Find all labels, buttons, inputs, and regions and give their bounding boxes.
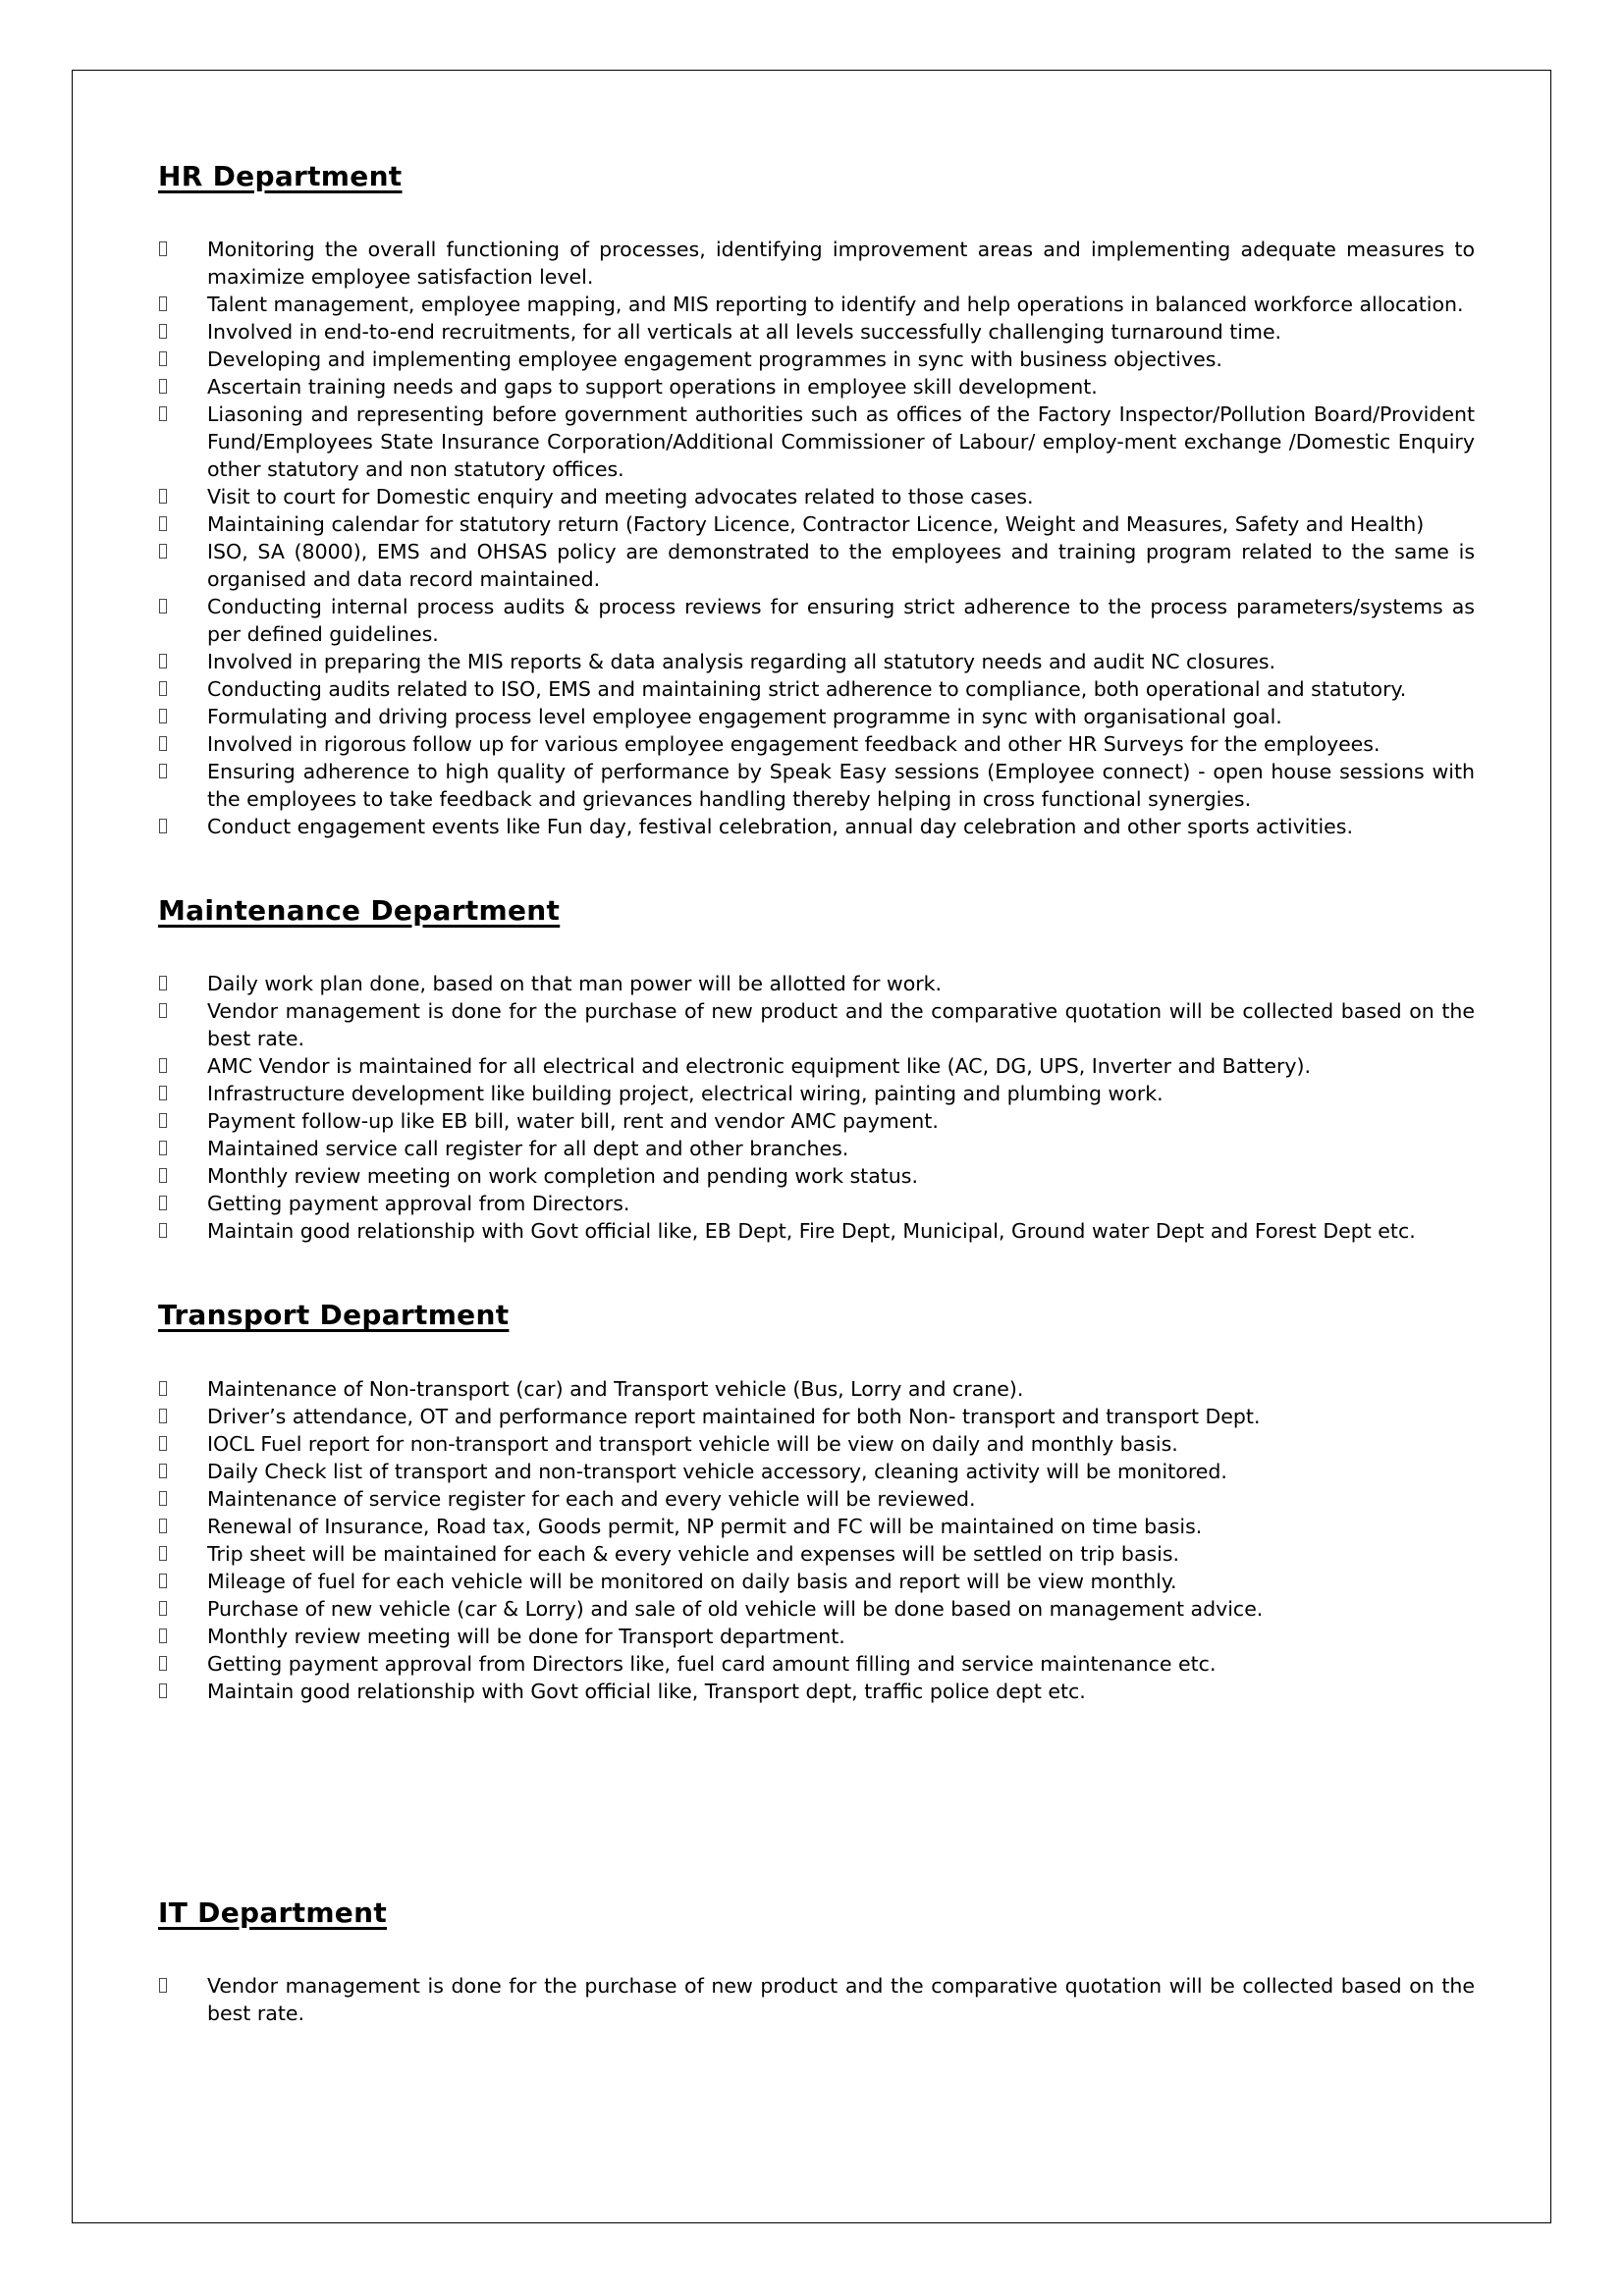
list-item-text: Maintenance of Non-transport (car) and Transport vehicle (Bus, Lorry and crane). [207, 1376, 1024, 1401]
list-item-text: Driver’s attendance, OT and performance report maintained for both Non- transport and transport Dept. [207, 1404, 1261, 1428]
bullet-icon [159, 1141, 167, 1155]
bullet-icon [159, 1519, 167, 1533]
list-item-text: Conducting internal process audits & process reviews for ensuring strict adherence to the process parameters/systems as per defined guidelines. [207, 595, 1475, 647]
list-item [158, 1678, 1475, 1705]
bullet-icon [159, 489, 167, 504]
bullet-icon [159, 1656, 167, 1671]
list-item [158, 1623, 1475, 1650]
list-item-text: Maintain good relationship with Govt official like, Transport dept, traffic police dept etc. [207, 1679, 1086, 1703]
list-item-text: Getting payment approval from Directors like, fuel card amount filling and service maintenance etc. [207, 1651, 1217, 1676]
list-item-text: Conduct engagement events like Fun day, festival celebration, annual day celebration and other sports activities. [207, 815, 1353, 839]
list-item-text: Daily Check list of transport and non-transport vehicle accessory, cleaning activity will be monitored. [207, 1459, 1227, 1483]
list-item-text: Monthly review meeting on work completion and pending work status. [207, 1164, 918, 1189]
list-item [158, 483, 1475, 510]
bullet-icon [159, 819, 167, 833]
list-item-text: Vendor management is done for the purchase of new product and the comparative quotation will be collected based on the best rate. [207, 1973, 1475, 2025]
bullet-icon [159, 976, 167, 990]
list-item [158, 1162, 1475, 1190]
list-item [158, 593, 1475, 648]
list-item [158, 538, 1475, 593]
list-item [158, 400, 1475, 483]
list-item [158, 648, 1475, 675]
list-item [158, 703, 1475, 730]
bullet-icon [159, 654, 167, 668]
list-item [158, 1375, 1475, 1403]
list-item-text: ISO, SA (8000), EMS and OHSAS policy are demonstrated to the employees and training program related to the same is organised and data record maintained. [207, 540, 1475, 592]
list-item [158, 1107, 1475, 1135]
list-item [158, 1135, 1475, 1162]
bullet-icon [159, 1464, 167, 1478]
bullet-list-it [158, 1972, 1475, 2027]
bullet-icon [159, 1436, 167, 1451]
list-item [158, 970, 1475, 997]
list-item [158, 1972, 1475, 2027]
list-item-text: Liasoning and representing before government authorities such as offices of the Factory Inspector/Pollution Board/Provident Fund/Employees State Insurance Corporation/Additional Commissioner of Labour/ employ-ment exchange /Domestic Enquiry other statutory and non statutory offices. [207, 402, 1475, 482]
list-item [158, 1595, 1475, 1623]
bullet-icon [159, 1113, 167, 1128]
list-item [158, 675, 1475, 703]
bullet-icon [159, 1381, 167, 1396]
bullet-icon [159, 709, 167, 723]
bullet-icon [159, 379, 167, 394]
list-item-text: Ascertain training needs and gaps to support operations in employee skill development. [207, 375, 1098, 400]
section-hr-department [158, 161, 1475, 840]
list-item-text: Mileage of fuel for each vehicle will be monitored on daily basis and report will be view monthly. [207, 1569, 1177, 1593]
bullet-icon [159, 351, 167, 366]
list-item-text: IOCL Fuel report for non-transport and transport vehicle will be view on daily and monthly basis. [207, 1431, 1178, 1456]
list-item [158, 318, 1475, 346]
section-heading-it: IT Department [158, 1896, 388, 1929]
bullet-icon [159, 1978, 167, 1993]
bullet-icon [159, 544, 167, 559]
section-heading-maintenance: Maintenance Department [158, 894, 561, 928]
bullet-icon [159, 1003, 167, 1018]
bullet-list-hr [158, 236, 1475, 840]
list-item-text: Involved in end-to-end recruitments, for all verticals at all levels successfully challenging turnaround time. [207, 320, 1282, 345]
list-item [158, 997, 1475, 1052]
section-it-department [158, 1897, 1475, 2027]
list-item [158, 510, 1475, 538]
bullet-icon [159, 1629, 167, 1643]
list-item-text: Monthly review meeting will be done for Transport department. [207, 1624, 845, 1648]
list-item [158, 1568, 1475, 1595]
bullet-icon [159, 406, 167, 421]
list-item-text: Conducting audits related to ISO, EMS and maintaining strict adherence to compliance, both operational and statutory. [207, 677, 1407, 702]
bullet-icon [159, 1196, 167, 1210]
bullet-icon [159, 1546, 167, 1561]
bullet-icon [159, 296, 167, 311]
list-item [158, 346, 1475, 373]
list-item [158, 236, 1475, 291]
bullet-icon [159, 241, 167, 256]
list-item-text: Developing and implementing employee engagement programmes in sync with business objectives. [207, 347, 1222, 372]
list-item-text: Maintained service call register for all dept and other branches. [207, 1137, 849, 1161]
list-item-text: Monitoring the overall functioning of processes, identifying improvement areas and implementing adequate measures to maximize employee satisfaction level. [207, 238, 1475, 290]
section-maintenance-department [158, 895, 1475, 1245]
list-item [158, 758, 1475, 813]
bullet-icon [159, 599, 167, 614]
list-item-text: Formulating and driving process level employee engagement programme in sync with organisational goal. [207, 705, 1282, 729]
list-item [158, 1485, 1475, 1513]
section-transport-department [158, 1300, 1475, 1704]
list-item-text: Talent management, employee mapping, and MIS reporting to identify and help operations in balanced workforce allocation. [207, 293, 1464, 317]
list-item-text: Involved in rigorous follow up for various employee engagement feedback and other HR Surveys for the employees. [207, 732, 1380, 757]
section-heading-hr: HR Department [158, 160, 403, 192]
list-item-text: Involved in preparing the MIS reports & data analysis regarding all statutory needs and audit NC closures. [207, 650, 1276, 674]
bullet-icon [159, 736, 167, 751]
list-item [158, 1458, 1475, 1485]
bullet-icon [159, 764, 167, 778]
list-item-text: Payment follow-up like EB bill, water bill, rent and vendor AMC payment. [207, 1109, 939, 1134]
bullet-icon [159, 324, 167, 339]
section-heading-transport: Transport Department [158, 1299, 510, 1332]
list-item [158, 1190, 1475, 1217]
bullet-icon [159, 1683, 167, 1698]
bullet-icon [159, 1409, 167, 1423]
bullet-list-maintenance [158, 970, 1475, 1245]
list-item [158, 373, 1475, 400]
list-item-text: Purchase of new vehicle (car & Lorry) and sale of old vehicle will be done based on management advice. [207, 1596, 1264, 1621]
list-item [158, 1513, 1475, 1540]
list-item [158, 1430, 1475, 1458]
list-item [158, 1080, 1475, 1107]
bullet-icon [159, 1168, 167, 1183]
bullet-icon [159, 681, 167, 696]
list-item-text: AMC Vendor is maintained for all electrical and electronic equipment like (AC, DG, UPS, Inverter and Battery). [207, 1054, 1312, 1079]
list-item-text: Visit to court for Domestic enquiry and meeting advocates related to those cases. [207, 485, 1034, 509]
bullet-icon [159, 516, 167, 531]
document-page [72, 70, 1551, 2223]
list-item [158, 1403, 1475, 1430]
list-item [158, 1217, 1475, 1245]
list-item-text: Maintenance of service register for each and every vehicle will be reviewed. [207, 1486, 976, 1511]
bullet-icon [159, 1058, 167, 1073]
list-item-text: Infrastructure development like building project, electrical wiring, painting and plumbing work. [207, 1082, 1164, 1106]
list-item [158, 1540, 1475, 1568]
bullet-icon [159, 1491, 167, 1506]
list-item-text: Getting payment approval from Directors. [207, 1192, 630, 1216]
list-item-text: Vendor management is done for the purchase of new product and the comparative quotation will be collected based on the best rate. [207, 999, 1475, 1051]
list-item-text: Daily work plan done, based on that man power will be allotted for work. [207, 972, 943, 996]
list-item [158, 813, 1475, 840]
bullet-icon [159, 1223, 167, 1238]
list-item-text: Ensuring adherence to high quality of performance by Speak Easy sessions (Employee connect) - open house sessions with the employees to take feedback and grievances handling thereby helping in cross functional synergies. [207, 760, 1475, 812]
list-item-text: Trip sheet will be maintained for each & every vehicle and expenses will be settled on trip basis. [207, 1541, 1180, 1566]
list-item-text: Maintaining calendar for statutory return (Factory Licence, Contractor Licence, Weight and Measures, Safety and Health) [207, 512, 1425, 537]
list-item-text: Renewal of Insurance, Road tax, Goods permit, NP permit and FC will be maintained on time basis. [207, 1514, 1203, 1538]
list-item [158, 730, 1475, 758]
bullet-icon [159, 1086, 167, 1100]
bullet-list-transport [158, 1375, 1475, 1705]
list-item [158, 291, 1475, 318]
list-item [158, 1052, 1475, 1080]
list-item [158, 1650, 1475, 1678]
list-item-text: Maintain good relationship with Govt official like, EB Dept, Fire Dept, Municipal, Ground water Dept and Forest Dept etc. [207, 1219, 1416, 1244]
bullet-icon [159, 1574, 167, 1588]
bullet-icon [159, 1601, 167, 1616]
